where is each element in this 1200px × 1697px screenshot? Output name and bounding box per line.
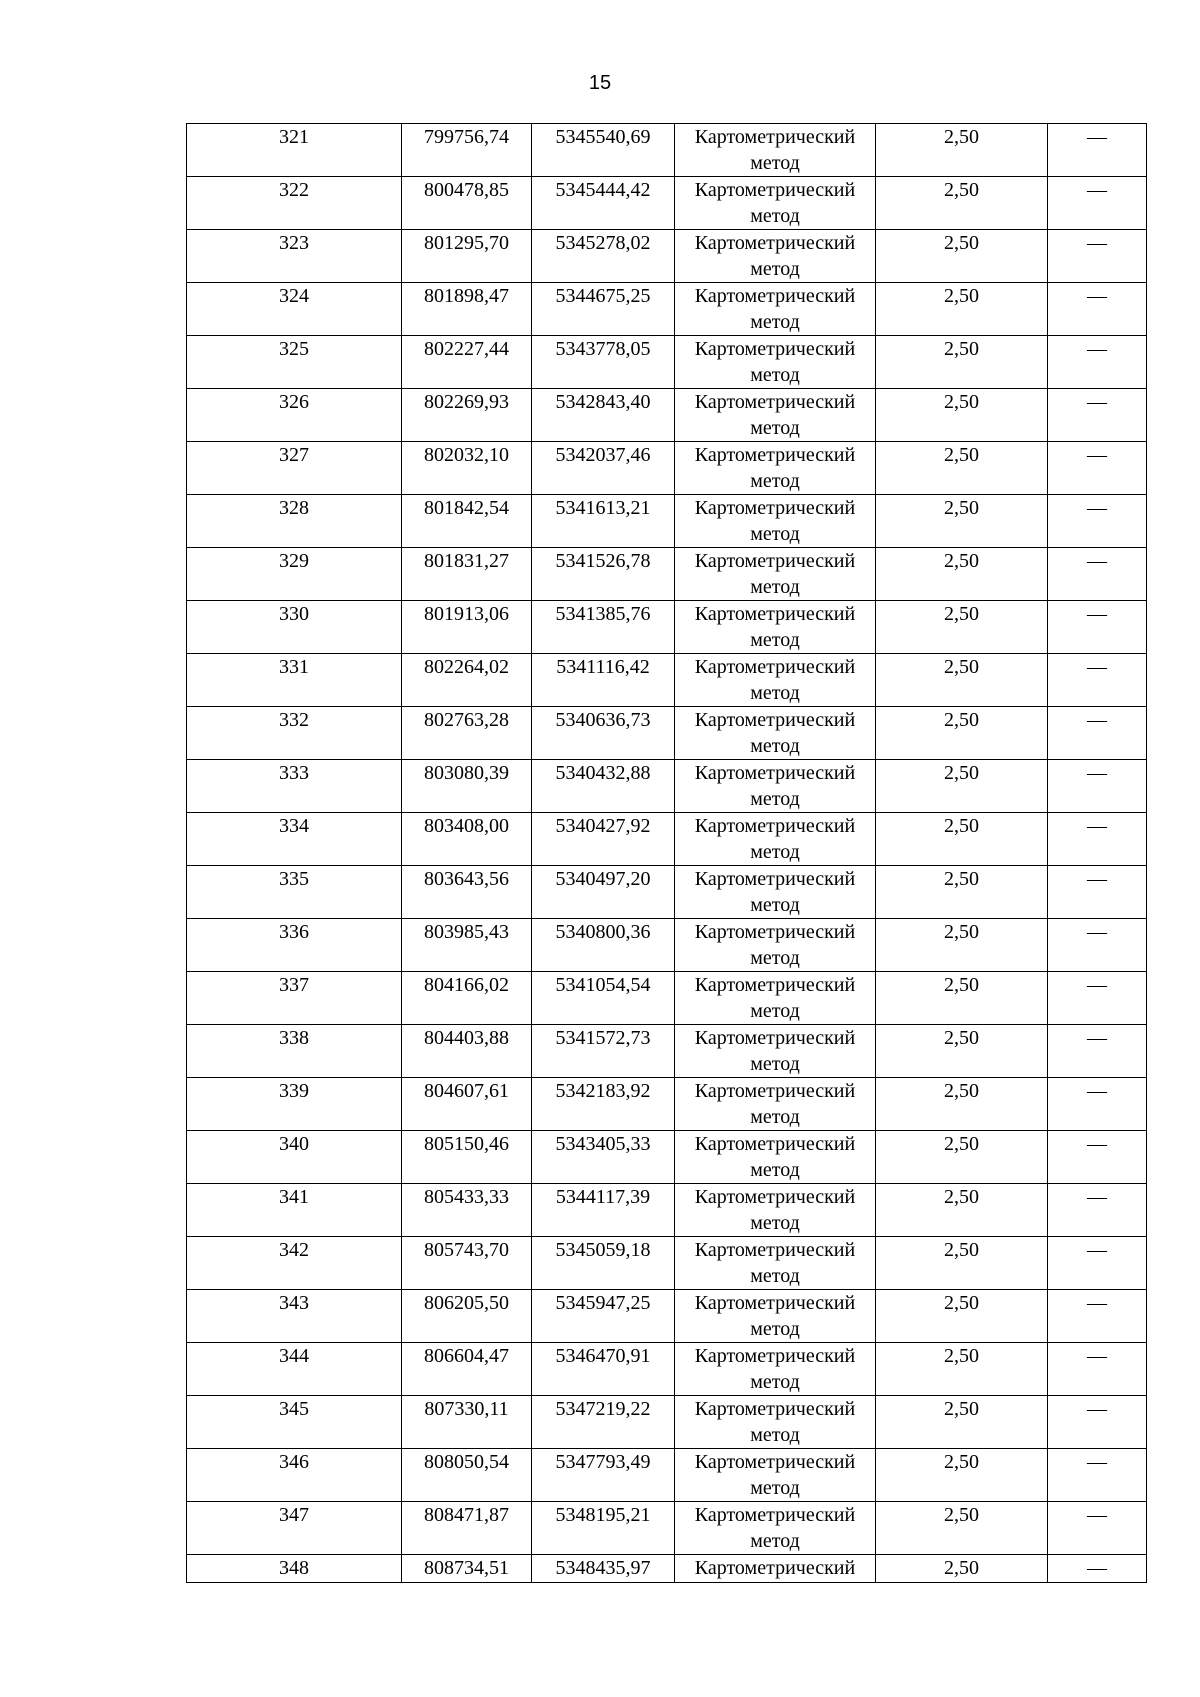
x-coordinate-cell: 802264,02 xyxy=(402,654,532,707)
method-cell: Картометрический метод xyxy=(675,1449,876,1502)
table-row xyxy=(187,1290,1147,1343)
point-number-cell: 344 xyxy=(187,1343,402,1396)
accuracy-cell: 2,50 xyxy=(876,548,1048,601)
y-coordinate-cell: 5345540,69 xyxy=(532,124,675,177)
method-cell: Картометрический метод xyxy=(675,124,876,177)
note-cell: — xyxy=(1048,495,1147,548)
accuracy-cell: 2,50 xyxy=(876,1237,1048,1290)
table-row xyxy=(187,389,1147,442)
note-cell: — xyxy=(1048,389,1147,442)
y-coordinate-cell: 5347219,22 xyxy=(532,1396,675,1449)
note-cell: — xyxy=(1048,866,1147,919)
x-coordinate-cell: 807330,11 xyxy=(402,1396,532,1449)
y-coordinate-cell: 5344117,39 xyxy=(532,1184,675,1237)
table-row xyxy=(187,230,1147,283)
accuracy-cell: 2,50 xyxy=(876,760,1048,813)
accuracy-cell: 2,50 xyxy=(876,1025,1048,1078)
y-coordinate-cell: 5342843,40 xyxy=(532,389,675,442)
x-coordinate-cell: 804166,02 xyxy=(402,972,532,1025)
table-row xyxy=(187,283,1147,336)
note-cell: — xyxy=(1048,1290,1147,1343)
table-row xyxy=(187,601,1147,654)
note-cell: — xyxy=(1048,1502,1147,1555)
table-row xyxy=(187,972,1147,1025)
accuracy-cell: 2,50 xyxy=(876,1078,1048,1131)
table-row xyxy=(187,1396,1147,1449)
table-row xyxy=(187,495,1147,548)
table-row xyxy=(187,1237,1147,1290)
table-row xyxy=(187,1449,1147,1502)
table-row xyxy=(187,1025,1147,1078)
note-cell: — xyxy=(1048,1237,1147,1290)
point-number-cell: 345 xyxy=(187,1396,402,1449)
method-cell: Картометрический метод xyxy=(675,1343,876,1396)
accuracy-cell: 2,50 xyxy=(876,1131,1048,1184)
accuracy-cell: 2,50 xyxy=(876,972,1048,1025)
accuracy-cell: 2,50 xyxy=(876,1449,1048,1502)
note-cell: — xyxy=(1048,442,1147,495)
accuracy-cell: 2,50 xyxy=(876,1343,1048,1396)
note-cell: — xyxy=(1048,283,1147,336)
x-coordinate-cell: 805743,70 xyxy=(402,1237,532,1290)
accuracy-cell: 2,50 xyxy=(876,495,1048,548)
note-cell: — xyxy=(1048,336,1147,389)
accuracy-cell: 2,50 xyxy=(876,336,1048,389)
note-cell: — xyxy=(1048,1555,1147,1583)
table-row xyxy=(187,548,1147,601)
method-cell: Картометрический метод xyxy=(675,601,876,654)
x-coordinate-cell: 802032,10 xyxy=(402,442,532,495)
y-coordinate-cell: 5344675,25 xyxy=(532,283,675,336)
table-row xyxy=(187,124,1147,177)
point-number-cell: 348 xyxy=(187,1555,402,1583)
point-number-cell: 333 xyxy=(187,760,402,813)
table-row xyxy=(187,177,1147,230)
method-cell: Картометрический метод xyxy=(675,866,876,919)
point-number-cell: 331 xyxy=(187,654,402,707)
point-number-cell: 326 xyxy=(187,389,402,442)
y-coordinate-cell: 5345444,42 xyxy=(532,177,675,230)
method-cell: Картометрический метод xyxy=(675,1131,876,1184)
point-number-cell: 343 xyxy=(187,1290,402,1343)
accuracy-cell: 2,50 xyxy=(876,1396,1048,1449)
note-cell: — xyxy=(1048,972,1147,1025)
y-coordinate-cell: 5343778,05 xyxy=(532,336,675,389)
y-coordinate-cell: 5340497,20 xyxy=(532,866,675,919)
y-coordinate-cell: 5345278,02 xyxy=(532,230,675,283)
method-cell: Картометрический метод xyxy=(675,654,876,707)
accuracy-cell: 2,50 xyxy=(876,813,1048,866)
x-coordinate-cell: 805150,46 xyxy=(402,1131,532,1184)
method-cell: Картометрический метод xyxy=(675,919,876,972)
method-cell: Картометрический метод xyxy=(675,495,876,548)
x-coordinate-cell: 801831,27 xyxy=(402,548,532,601)
table-row xyxy=(187,336,1147,389)
method-cell: Картометрический метод xyxy=(675,177,876,230)
accuracy-cell: 2,50 xyxy=(876,919,1048,972)
x-coordinate-cell: 805433,33 xyxy=(402,1184,532,1237)
point-number-cell: 321 xyxy=(187,124,402,177)
y-coordinate-cell: 5347793,49 xyxy=(532,1449,675,1502)
point-number-cell: 347 xyxy=(187,1502,402,1555)
y-coordinate-cell: 5348195,21 xyxy=(532,1502,675,1555)
note-cell: — xyxy=(1048,707,1147,760)
point-number-cell: 323 xyxy=(187,230,402,283)
x-coordinate-cell: 808050,54 xyxy=(402,1449,532,1502)
table-row xyxy=(187,1131,1147,1184)
y-coordinate-cell: 5341613,21 xyxy=(532,495,675,548)
accuracy-cell: 2,50 xyxy=(876,601,1048,654)
accuracy-cell: 2,50 xyxy=(876,177,1048,230)
table-row xyxy=(187,654,1147,707)
point-number-cell: 336 xyxy=(187,919,402,972)
point-number-cell: 324 xyxy=(187,283,402,336)
note-cell: — xyxy=(1048,919,1147,972)
method-cell: Картометрический метод xyxy=(675,813,876,866)
x-coordinate-cell: 801842,54 xyxy=(402,495,532,548)
accuracy-cell: 2,50 xyxy=(876,1290,1048,1343)
y-coordinate-cell: 5341526,78 xyxy=(532,548,675,601)
y-coordinate-cell: 5342183,92 xyxy=(532,1078,675,1131)
x-coordinate-cell: 808734,51 xyxy=(402,1555,532,1583)
x-coordinate-cell: 803408,00 xyxy=(402,813,532,866)
method-cell: Картометрический метод xyxy=(675,230,876,283)
note-cell: — xyxy=(1048,1078,1147,1131)
note-cell: — xyxy=(1048,601,1147,654)
table-row xyxy=(187,1343,1147,1396)
accuracy-cell: 2,50 xyxy=(876,124,1048,177)
table-row xyxy=(187,813,1147,866)
accuracy-cell: 2,50 xyxy=(876,866,1048,919)
y-coordinate-cell: 5345059,18 xyxy=(532,1237,675,1290)
method-cell: Картометрический метод xyxy=(675,1078,876,1131)
note-cell: — xyxy=(1048,813,1147,866)
method-cell: Картометрический метод xyxy=(675,336,876,389)
method-cell: Картометрический метод xyxy=(675,707,876,760)
x-coordinate-cell: 804403,88 xyxy=(402,1025,532,1078)
x-coordinate-cell: 804607,61 xyxy=(402,1078,532,1131)
note-cell: — xyxy=(1048,548,1147,601)
point-number-cell: 332 xyxy=(187,707,402,760)
y-coordinate-cell: 5346470,91 xyxy=(532,1343,675,1396)
method-cell: Картометрический метод xyxy=(675,1184,876,1237)
y-coordinate-cell: 5341572,73 xyxy=(532,1025,675,1078)
note-cell: — xyxy=(1048,1184,1147,1237)
y-coordinate-cell: 5341116,42 xyxy=(532,654,675,707)
point-number-cell: 329 xyxy=(187,548,402,601)
x-coordinate-cell: 799756,74 xyxy=(402,124,532,177)
y-coordinate-cell: 5340432,88 xyxy=(532,760,675,813)
note-cell: — xyxy=(1048,1343,1147,1396)
note-cell: — xyxy=(1048,1449,1147,1502)
x-coordinate-cell: 803080,39 xyxy=(402,760,532,813)
accuracy-cell: 2,50 xyxy=(876,1502,1048,1555)
accuracy-cell: 2,50 xyxy=(876,442,1048,495)
y-coordinate-cell: 5348435,97 xyxy=(532,1555,675,1583)
y-coordinate-cell: 5342037,46 xyxy=(532,442,675,495)
y-coordinate-cell: 5340427,92 xyxy=(532,813,675,866)
y-coordinate-cell: 5341054,54 xyxy=(532,972,675,1025)
accuracy-cell: 2,50 xyxy=(876,389,1048,442)
table-row xyxy=(187,1555,1147,1583)
point-number-cell: 334 xyxy=(187,813,402,866)
accuracy-cell: 2,50 xyxy=(876,654,1048,707)
note-cell: — xyxy=(1048,1025,1147,1078)
page-number: 15 xyxy=(588,72,612,94)
note-cell: — xyxy=(1048,654,1147,707)
x-coordinate-cell: 801913,06 xyxy=(402,601,532,654)
table-body xyxy=(187,124,1147,1583)
y-coordinate-cell: 5343405,33 xyxy=(532,1131,675,1184)
method-cell: Картометрический xyxy=(675,1555,876,1583)
method-cell: Картометрический метод xyxy=(675,1502,876,1555)
point-number-cell: 337 xyxy=(187,972,402,1025)
note-cell: — xyxy=(1048,124,1147,177)
method-cell: Картометрический метод xyxy=(675,1290,876,1343)
x-coordinate-cell: 802269,93 xyxy=(402,389,532,442)
y-coordinate-cell: 5345947,25 xyxy=(532,1290,675,1343)
x-coordinate-cell: 803643,56 xyxy=(402,866,532,919)
table-row xyxy=(187,1184,1147,1237)
note-cell: — xyxy=(1048,760,1147,813)
table-row xyxy=(187,919,1147,972)
note-cell: — xyxy=(1048,177,1147,230)
x-coordinate-cell: 802763,28 xyxy=(402,707,532,760)
method-cell: Картометрический метод xyxy=(675,760,876,813)
table-row xyxy=(187,1502,1147,1555)
coordinates-table xyxy=(186,123,1147,1583)
point-number-cell: 328 xyxy=(187,495,402,548)
y-coordinate-cell: 5340800,36 xyxy=(532,919,675,972)
point-number-cell: 330 xyxy=(187,601,402,654)
method-cell: Картометрический метод xyxy=(675,283,876,336)
note-cell: — xyxy=(1048,1131,1147,1184)
table-row xyxy=(187,442,1147,495)
point-number-cell: 335 xyxy=(187,866,402,919)
method-cell: Картометрический метод xyxy=(675,972,876,1025)
method-cell: Картометрический метод xyxy=(675,548,876,601)
point-number-cell: 339 xyxy=(187,1078,402,1131)
x-coordinate-cell: 800478,85 xyxy=(402,177,532,230)
method-cell: Картометрический метод xyxy=(675,1025,876,1078)
accuracy-cell: 2,50 xyxy=(876,1555,1048,1583)
x-coordinate-cell: 803985,43 xyxy=(402,919,532,972)
point-number-cell: 327 xyxy=(187,442,402,495)
method-cell: Картометрический метод xyxy=(675,1237,876,1290)
method-cell: Картометрический метод xyxy=(675,1396,876,1449)
method-cell: Картометрический метод xyxy=(675,442,876,495)
y-coordinate-cell: 5340636,73 xyxy=(532,707,675,760)
accuracy-cell: 2,50 xyxy=(876,230,1048,283)
point-number-cell: 346 xyxy=(187,1449,402,1502)
table-row xyxy=(187,760,1147,813)
table-row xyxy=(187,1078,1147,1131)
accuracy-cell: 2,50 xyxy=(876,283,1048,336)
point-number-cell: 340 xyxy=(187,1131,402,1184)
method-cell: Картометрический метод xyxy=(675,389,876,442)
table-row xyxy=(187,707,1147,760)
x-coordinate-cell: 806205,50 xyxy=(402,1290,532,1343)
point-number-cell: 338 xyxy=(187,1025,402,1078)
table-row xyxy=(187,866,1147,919)
point-number-cell: 322 xyxy=(187,177,402,230)
x-coordinate-cell: 802227,44 xyxy=(402,336,532,389)
point-number-cell: 342 xyxy=(187,1237,402,1290)
y-coordinate-cell: 5341385,76 xyxy=(532,601,675,654)
note-cell: — xyxy=(1048,230,1147,283)
x-coordinate-cell: 801898,47 xyxy=(402,283,532,336)
note-cell: — xyxy=(1048,1396,1147,1449)
point-number-cell: 325 xyxy=(187,336,402,389)
x-coordinate-cell: 801295,70 xyxy=(402,230,532,283)
x-coordinate-cell: 806604,47 xyxy=(402,1343,532,1396)
accuracy-cell: 2,50 xyxy=(876,1184,1048,1237)
x-coordinate-cell: 808471,87 xyxy=(402,1502,532,1555)
point-number-cell: 341 xyxy=(187,1184,402,1237)
accuracy-cell: 2,50 xyxy=(876,707,1048,760)
